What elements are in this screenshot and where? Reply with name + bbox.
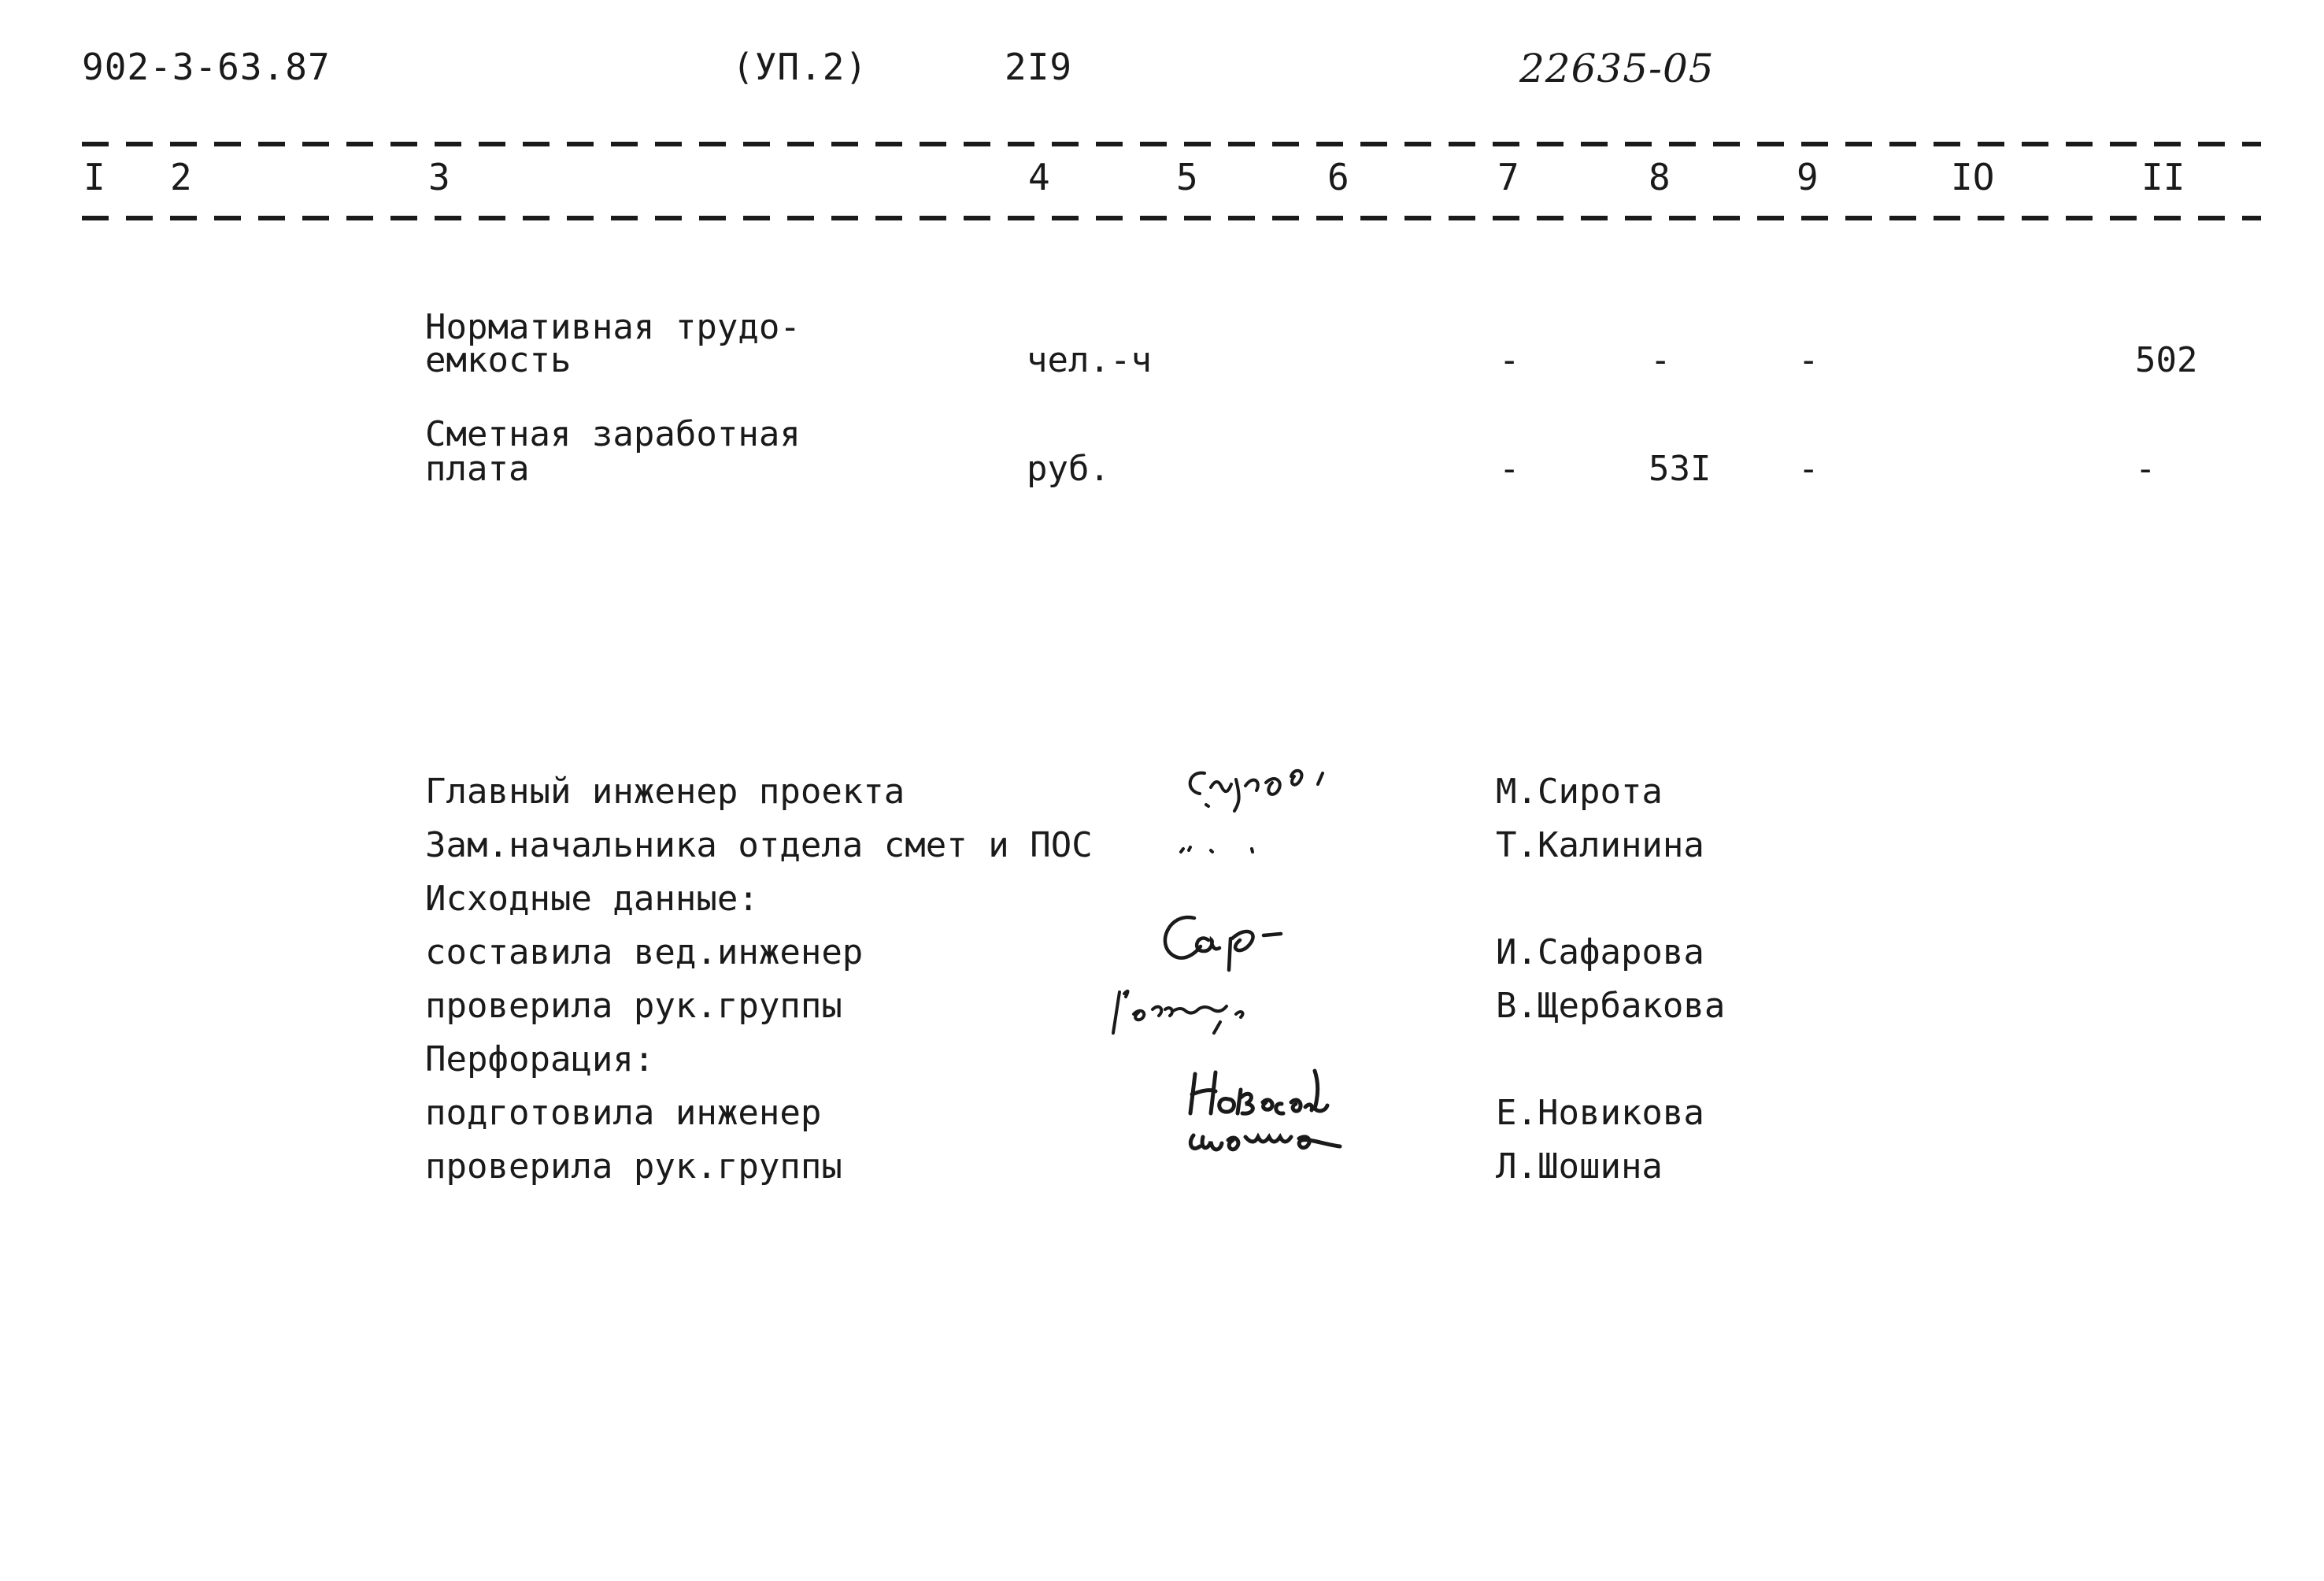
handwritten-signature xyxy=(1181,1055,1441,1173)
table-top-rule xyxy=(82,142,2261,146)
section-label: Перфорация: xyxy=(425,1039,655,1079)
cell-col8: 53I xyxy=(1649,449,1712,489)
signature-role: составила вед.инженер xyxy=(425,932,864,972)
column-number: 2 xyxy=(170,156,192,198)
handwritten-signature xyxy=(1173,835,1283,866)
cell-col9: - xyxy=(1798,340,1819,380)
handwritten-signature xyxy=(1102,973,1354,1044)
inventory-number: 22635-05 xyxy=(1519,46,1715,91)
section-label: Исходные данные: xyxy=(425,879,759,919)
table-head-bottom-rule xyxy=(82,216,2261,220)
signatory-name: Е.Новикова xyxy=(1496,1093,1704,1133)
signature-role: подготовила инженер xyxy=(425,1093,822,1133)
signature-role: Главный инженер проекта xyxy=(425,772,905,812)
row-name-line: емкость xyxy=(425,340,572,380)
row-name-line: плата xyxy=(425,449,530,489)
row-name-line: Сметная заработная xyxy=(425,414,801,454)
column-number: IO xyxy=(1951,156,1995,198)
signatory-name: Т.Калинина xyxy=(1496,825,1704,865)
cell-col7: - xyxy=(1499,449,1520,489)
column-number: 4 xyxy=(1028,156,1050,198)
column-number: 5 xyxy=(1176,156,1198,198)
signatory-name: Л.Шошина xyxy=(1496,1146,1663,1187)
column-number: 3 xyxy=(428,156,450,198)
signatory-name: М.Сирота xyxy=(1496,772,1663,812)
signatory-name: В.Щербакова xyxy=(1496,986,1726,1026)
album-label: (УП.2) xyxy=(732,46,868,88)
cell-col7: - xyxy=(1499,340,1520,380)
column-number: 6 xyxy=(1327,156,1349,198)
signature-role: Зам.начальника отдела смет и ПОС xyxy=(425,825,1093,865)
row-unit: чел.-ч xyxy=(1027,340,1152,380)
row-name-line: Нормативная трудо- xyxy=(425,307,801,347)
cell-col11: 502 xyxy=(2135,340,2198,380)
page-number: 2I9 xyxy=(1005,46,1073,88)
handwritten-signature xyxy=(1173,756,1409,819)
cell-col11: - xyxy=(2135,449,2156,489)
handwritten-signature xyxy=(1145,905,1350,976)
column-number: II xyxy=(2141,156,2185,198)
column-number: 7 xyxy=(1497,156,1519,198)
cell-col9: - xyxy=(1798,449,1819,489)
cell-col8: - xyxy=(1650,340,1671,380)
document-code: 902-3-63.87 xyxy=(82,46,331,88)
column-number: 8 xyxy=(1649,156,1671,198)
signatory-name: И.Сафарова xyxy=(1496,932,1704,972)
column-number: I xyxy=(83,156,105,198)
column-number: 9 xyxy=(1797,156,1819,198)
signature-role: проверила рук.группы xyxy=(425,1146,842,1187)
row-unit: руб. xyxy=(1027,449,1110,489)
signature-role: проверила рук.группы xyxy=(425,986,842,1026)
